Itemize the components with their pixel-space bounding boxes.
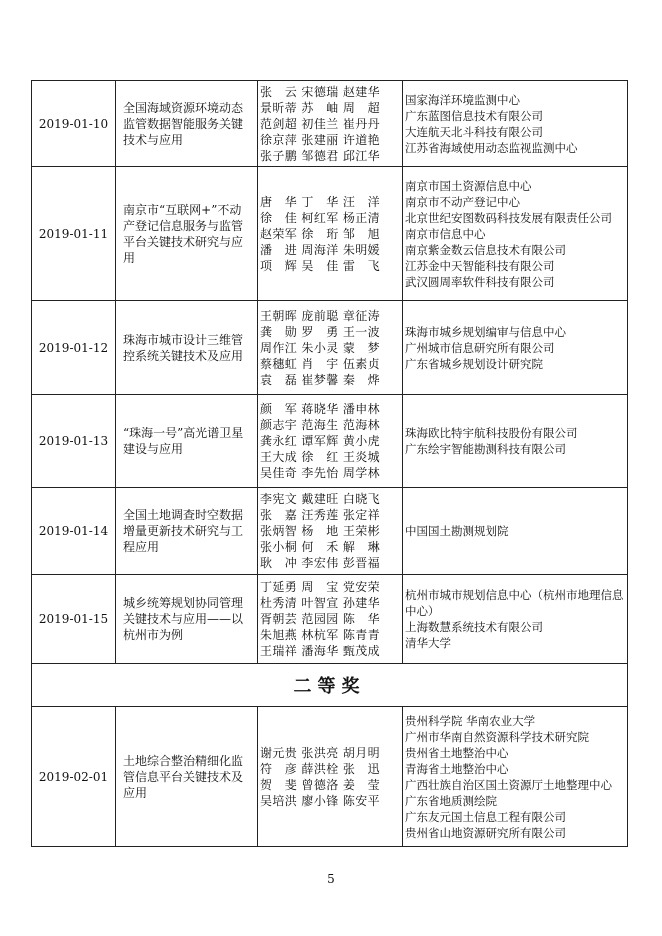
contributors-cell	[258, 167, 403, 301]
contributor-line: 朱旭燕 林杭军 陈青青	[260, 628, 381, 642]
contributor-line: 龚永红 谭军辉 黄小虎	[260, 434, 381, 448]
organization-name: 南京市不动产登记中心	[405, 194, 520, 209]
contributor-line: 景昕蒂 苏 岫 周 超	[260, 100, 381, 115]
contributor-line: 耿 冲 李宏伟 彭晋福	[260, 556, 381, 570]
contributors-cell	[258, 707, 403, 847]
contributor-line: 王朝晖 庞前聪 章征涛	[260, 308, 381, 323]
contributor-line: 吴佳奇 李先怡 周学林	[260, 466, 381, 480]
project-title: 南京市“互联网+”不动产登记信息服务与监管平台关键技术研究与应用	[116, 167, 258, 301]
second-prize-heading-section	[32, 664, 628, 707]
contributor-line: 赵荣军 徐 珩 邹 旭	[260, 226, 381, 241]
contributors-cell	[258, 488, 403, 575]
organization-name: 杭州市城市规划信息中心（杭州市地理信息中心）	[405, 588, 624, 618]
contributor-line: 吴培洪 廖小锋 陈安平	[260, 793, 381, 808]
organization-name: 广州城市信息研究所有限公司	[405, 340, 555, 355]
organization-name: 青海省土地整治中心	[405, 761, 509, 776]
organization-name: 大连航天北斗科技有限公司	[405, 124, 543, 139]
contributor-line: 项 辉 吴 佳 雷 飞	[260, 258, 381, 273]
contributor-line: 胥朝芸 范园园 陈 华	[260, 612, 381, 626]
contributor-line: 唐 华 丁 华 汪 洋	[260, 194, 381, 209]
contributors-cell	[258, 575, 403, 664]
table-row	[32, 395, 628, 488]
contributor-line: 颜志宇 范海生 范海林	[260, 418, 381, 432]
second-prize-rows	[32, 707, 628, 847]
contributor-line: 颜 军 蒋晓华 潘申林	[260, 402, 381, 416]
organizations-cell	[403, 167, 628, 301]
organizations-cell	[403, 707, 628, 847]
contributor-line: 龚 勋 罗 勇 王一波	[260, 324, 381, 339]
contributor-line: 袁 磊 崔梦馨 秦 烨	[260, 372, 381, 387]
contributor-line: 王大成 徐 红 王炎城	[260, 450, 381, 464]
contributor-line: 张 嘉 汪秀莲 张定祥	[260, 508, 381, 522]
table-row	[32, 575, 628, 664]
organization-name: 武汉圆周率软件科技有限公司	[405, 274, 555, 289]
organization-name: 清华大学	[405, 636, 451, 650]
organization-name: 江苏金中天智能科技有限公司	[405, 258, 555, 273]
table-row	[32, 301, 628, 395]
organization-name: 广东绘宇智能勘测科技有限公司	[405, 442, 566, 456]
contributor-line: 谢元贵 张洪亮 胡月明	[260, 745, 381, 760]
organization-name: 广州市华南自然资源科学技术研究院	[405, 729, 589, 744]
organization-name: 国家海洋环境监测中心	[405, 92, 520, 107]
organization-name: 贵州省山地资源研究所有限公司	[405, 825, 566, 840]
award-table	[31, 80, 628, 847]
project-title: 珠海市城市设计三维管控系统关键技术及应用	[116, 301, 258, 395]
organization-name: 广东蓝图信息技术有限公司	[405, 108, 543, 123]
organizations-cell	[403, 488, 628, 575]
contributor-line: 蔡穗虹 肖 宇 伍素贞	[260, 356, 381, 371]
contributor-line: 周作江 朱小灵 蒙 梦	[260, 340, 381, 355]
table-row	[32, 488, 628, 575]
contributor-line: 徐京萍 张建丽 许道艳	[260, 132, 381, 147]
contributor-line: 范剑超 初佳兰 崔丹丹	[260, 116, 381, 131]
organization-name: 广西壮族自治区国土资源厅土地整理中心	[405, 777, 612, 792]
contributors-cell	[258, 301, 403, 395]
organizations-cell	[403, 395, 628, 488]
organizations-cell	[403, 301, 628, 395]
first-prize-rows	[32, 81, 628, 664]
organization-name: 广东友元国土信息工程有限公司	[405, 809, 566, 824]
award-code: 2019-01-11	[32, 167, 116, 301]
organization-name: 北京世纪安图数码科技发展有限责任公司	[405, 210, 612, 225]
contributor-line: 杜秀清 叶智宣 孙建华	[260, 596, 381, 610]
project-title: “珠海一号”高光谱卫星建设与应用	[116, 395, 258, 488]
organization-name: 南京市信息中心	[405, 226, 486, 241]
contributor-line: 王瑞祥 潘海华 甄茂成	[260, 644, 381, 658]
organization-name: 贵州科学院 华南农业大学	[405, 713, 536, 728]
second-prize-heading: 二等奖	[32, 664, 628, 707]
award-code: 2019-01-13	[32, 395, 116, 488]
organization-name: 广东省城乡规划设计研究院	[405, 356, 543, 371]
contributor-line: 张炳智 杨 地 王荣彬	[260, 524, 381, 538]
table-row	[32, 167, 628, 301]
organization-name: 珠海欧比特宇航科技股份有限公司	[405, 426, 578, 440]
contributor-line: 潘 进 周海洋 朱明媛	[260, 242, 381, 257]
table-row	[32, 707, 628, 847]
table-row	[32, 81, 628, 167]
contributor-line: 贺 斐 曾德洛 姜 莹	[260, 777, 381, 792]
award-code: 2019-01-12	[32, 301, 116, 395]
contributor-line: 张 云 宋德瑞 赵建华	[260, 84, 381, 99]
organization-name: 上海数慧系统技术有限公司	[405, 620, 543, 634]
project-title: 土地综合整治精细化监管信息平台关键技术及应用	[116, 707, 258, 847]
organization-name: 南京紫金数云信息技术有限公司	[405, 242, 566, 257]
award-code: 2019-01-10	[32, 81, 116, 167]
organization-name: 贵州省土地整治中心	[405, 745, 509, 760]
contributor-line: 符 彦 薛洪栓 张 迅	[260, 761, 381, 776]
contributor-line: 李宪文 戴建旺 白晓飞	[260, 492, 381, 506]
contributors-cell	[258, 395, 403, 488]
award-code: 2019-01-15	[32, 575, 116, 664]
project-title: 城乡统筹规划协同管理关键技术与应用——以杭州市为例	[116, 575, 258, 664]
organization-name: 珠海市城乡规划编审与信息中心	[405, 324, 566, 339]
contributor-line: 丁延勇 周 宝 党安荣	[260, 580, 381, 594]
organization-name: 江苏省海域使用动态监视监测中心	[405, 140, 578, 155]
organizations-cell	[403, 81, 628, 167]
page-number: 5	[327, 872, 335, 886]
contributor-line: 徐 佳 柯红军 杨正清	[260, 210, 381, 225]
award-code: 2019-01-14	[32, 488, 116, 575]
project-title: 全国土地调查时空数据增量更新技术研究与工程应用	[116, 488, 258, 575]
organization-name: 中国国土勘测规划院	[405, 524, 509, 538]
organizations-cell	[403, 575, 628, 664]
contributor-line: 张子鹏 邹德君 邱江华	[260, 148, 381, 163]
project-title: 全国海域资源环境动态监管数据智能服务关键技术与应用	[116, 81, 258, 167]
contributors-cell	[258, 81, 403, 167]
organization-name: 广东省地质测绘院	[405, 793, 497, 808]
award-code: 2019-02-01	[32, 707, 116, 847]
contributor-line: 张小桐 何 禾 解 琳	[260, 540, 381, 554]
organization-name: 南京市国土资源信息中心	[405, 178, 532, 193]
